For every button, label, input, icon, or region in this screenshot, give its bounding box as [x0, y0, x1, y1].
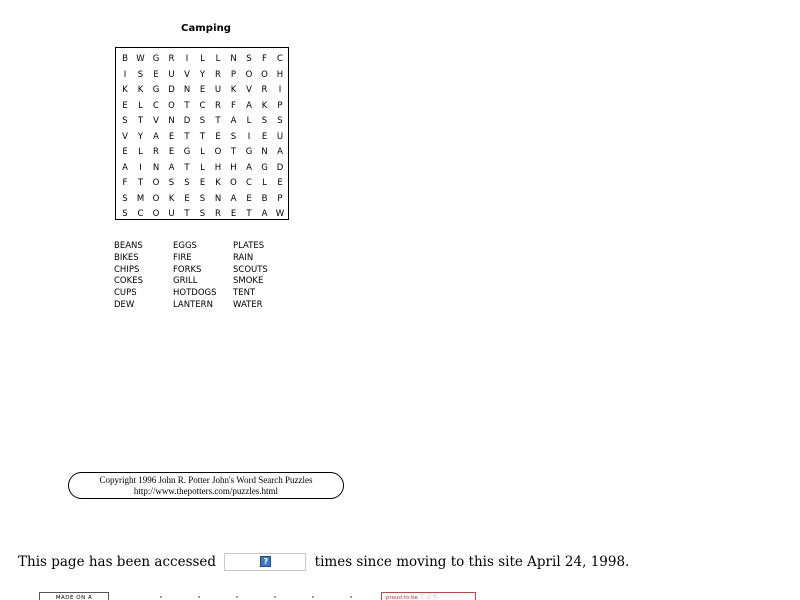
grid-letter: S [199, 193, 206, 204]
grid-letter: O [152, 209, 160, 219]
grid-letter: G [152, 54, 160, 64]
grid-letter: E [261, 131, 268, 142]
grid-letter: K [215, 178, 221, 188]
grid-letter: P [277, 100, 283, 111]
word-item: BEANS [114, 241, 143, 251]
grid-letter: C [137, 209, 144, 219]
broken-image-icon: ? [260, 556, 271, 567]
grid-letter: F [262, 54, 267, 64]
grid-letter: T [230, 147, 237, 157]
grid-letter: E [168, 131, 175, 142]
word-item: LANTERN [173, 299, 213, 310]
grid-letter: I [185, 54, 189, 64]
grid-letter: D [276, 162, 284, 173]
word-item: FIRE [173, 252, 192, 263]
grid-letter: N [214, 193, 222, 204]
grid-letter: T [215, 116, 221, 126]
grid-letter: H [276, 69, 284, 80]
word-item: COKES [114, 276, 143, 287]
grid-letter: S [199, 209, 206, 219]
grid-letter: K [122, 85, 128, 95]
word-item: FORKS [173, 264, 202, 275]
grid-letter: K [137, 85, 144, 95]
grid-letter: B [261, 193, 268, 204]
word-item: DEW [114, 299, 135, 310]
grid-letter: G [152, 85, 160, 95]
made-on-badge[interactable]: MADE ON A [39, 592, 109, 600]
grid-letter: R [215, 100, 221, 111]
grid-letter: Y [137, 131, 144, 142]
grid-letter: E [199, 85, 206, 95]
grid-letter: R [168, 54, 175, 64]
grid-letter: E [199, 178, 206, 188]
grid-letter: I [247, 131, 251, 142]
grid-letter: G [261, 162, 268, 173]
grid-letter: U [168, 209, 175, 219]
grid-letter: E [122, 147, 128, 157]
grid-letter: O [152, 178, 160, 188]
separator-dot [236, 596, 238, 598]
grid-letter: O [245, 69, 253, 80]
grid-letter: V [246, 85, 252, 95]
grid-letter: S [122, 209, 128, 219]
grid-letter: K [261, 100, 268, 111]
grid-letter: H [214, 162, 222, 173]
grid-letter: P [230, 69, 237, 80]
grid-letter: S [184, 178, 190, 188]
grid-letter: R [153, 147, 159, 157]
grid-letter: K [168, 193, 175, 204]
grid-letter: T [199, 131, 206, 142]
separator-dot [350, 596, 352, 598]
grid-letter: A [246, 100, 252, 111]
access-counter-line [18, 552, 629, 571]
grid-letter: S [199, 116, 206, 126]
grid-letter: D [168, 85, 175, 95]
separator-dot [274, 596, 276, 598]
grid-letter: N [261, 147, 268, 157]
grid-letter: I [278, 85, 282, 95]
grid-letter: U [214, 85, 222, 95]
grid-letter: C [246, 178, 252, 188]
grid-letter: A [246, 162, 252, 173]
word-item: SCOUTS [233, 264, 268, 275]
grid-letter: E [246, 193, 252, 204]
grid-letter: A [153, 131, 159, 142]
separator-dot [312, 596, 314, 598]
grid-letter: O [230, 178, 237, 188]
word-item: CHIPS [114, 264, 140, 275]
word-item: SMOKE [233, 276, 264, 287]
word-item: BIKES [114, 252, 139, 263]
grid-letter: K [230, 85, 237, 95]
grid-letter: L [215, 54, 221, 64]
grid-letter: S [122, 193, 128, 204]
grid-letter: W [136, 54, 145, 64]
grid-letter: G [183, 147, 191, 157]
grid-letter: S [137, 69, 144, 80]
grid-letter: C [153, 100, 159, 111]
copyright-text: Copyright 1996 John R. Potter John's Word Search Puzzles [99, 475, 313, 485]
y2k-prefix: proud to be [386, 595, 418, 600]
grid-letter: S [122, 116, 128, 126]
grid-letter: V [184, 69, 190, 80]
grid-letter: O [214, 147, 222, 157]
grid-letter: U [276, 131, 284, 142]
grid-letter: L [200, 147, 205, 157]
grid-letter: T [137, 116, 144, 126]
word-item: PLATES [233, 241, 265, 251]
grid-letter: O [152, 193, 160, 204]
access-text-after: times since moving to this site April 24, 1998. [314, 553, 630, 570]
grid-letter: U [168, 69, 175, 80]
puzzle-grid [115, 47, 289, 220]
grid-letter: B [122, 54, 128, 64]
grid-letter: I [123, 69, 127, 80]
word-item: GRILL [173, 276, 198, 287]
grid-letter: V [122, 131, 128, 142]
grid-letter: S [230, 131, 237, 142]
word-item: HOTDOGS [173, 288, 217, 299]
grid-letter: G [245, 147, 253, 157]
grid-letter: L [138, 100, 143, 111]
grid-letter: T [184, 100, 190, 111]
grid-letter: T [246, 209, 252, 219]
copyright-box [68, 472, 344, 499]
grid-letter: N [230, 54, 237, 64]
word-item: WATER [233, 299, 263, 310]
word-item: RAIN [233, 252, 254, 263]
grid-letter: T [137, 178, 144, 188]
grid-letter: V [153, 116, 159, 126]
grid-letter: L [200, 162, 205, 173]
grid-letter: R [261, 85, 268, 95]
grid-letter: A [277, 147, 283, 157]
grid-letter: Y [199, 69, 206, 80]
grid-letter: E [153, 69, 159, 80]
grid-letter: N [183, 85, 191, 95]
grid-letter: L [138, 147, 143, 157]
grid-letter: S [277, 116, 283, 126]
puzzle-title: Camping [181, 23, 232, 34]
grid-letter: L [246, 116, 252, 126]
grid-letter: C [199, 100, 206, 111]
grid-letter: S [168, 178, 175, 188]
y2k-badge[interactable] [381, 592, 476, 600]
separator-dot [160, 596, 162, 598]
word-item: TENT [233, 288, 256, 299]
word-column [233, 241, 303, 312]
grid-letter: R [215, 209, 221, 219]
grid-letter: W [275, 209, 285, 219]
word-item: CUPS [114, 288, 137, 299]
grid-letter: T [184, 209, 190, 219]
grid-letter: N [168, 116, 175, 126]
word-item: EGGS [173, 241, 197, 251]
grid-letter: E [215, 131, 221, 142]
grid-letter: N [152, 162, 160, 173]
grid-letter: L [200, 54, 205, 64]
grid-letter: O [261, 69, 268, 80]
grid-letter: T [184, 131, 190, 142]
grid-letter: I [139, 162, 142, 173]
grid-letter: A [168, 162, 175, 173]
grid-letter: T [184, 162, 190, 173]
grid-letter: M [136, 193, 145, 204]
grid-letter: C [277, 54, 283, 64]
grid-letter: R [215, 69, 221, 80]
grid-letter: S [246, 54, 252, 64]
grid-letter: S [261, 116, 268, 126]
y2k-faded-text: Y2K [419, 592, 440, 600]
grid-letter: A [230, 116, 237, 126]
grid-letter: H [230, 162, 237, 173]
grid-letter: A [230, 193, 237, 204]
copyright-url[interactable]: http://www.thepotters.com/puzzles.html [133, 486, 279, 496]
grid-letter: L [262, 178, 267, 188]
grid-letter: F [231, 100, 236, 111]
grid-letter: E [184, 193, 190, 204]
grid-letter: E [277, 178, 283, 188]
grid-letter: E [168, 147, 175, 157]
grid-letter: A [122, 162, 128, 173]
separator-dot [198, 596, 200, 598]
hit-counter [224, 553, 306, 571]
access-text-before: This page has been accessed [18, 553, 217, 570]
grid-letter: E [122, 100, 128, 111]
grid-letter: P [277, 193, 283, 204]
grid-letter: E [230, 209, 237, 219]
grid-letter: D [183, 116, 191, 126]
grid-letter: O [168, 100, 175, 111]
grid-letter: A [261, 209, 268, 219]
grid-letter: F [122, 178, 128, 188]
